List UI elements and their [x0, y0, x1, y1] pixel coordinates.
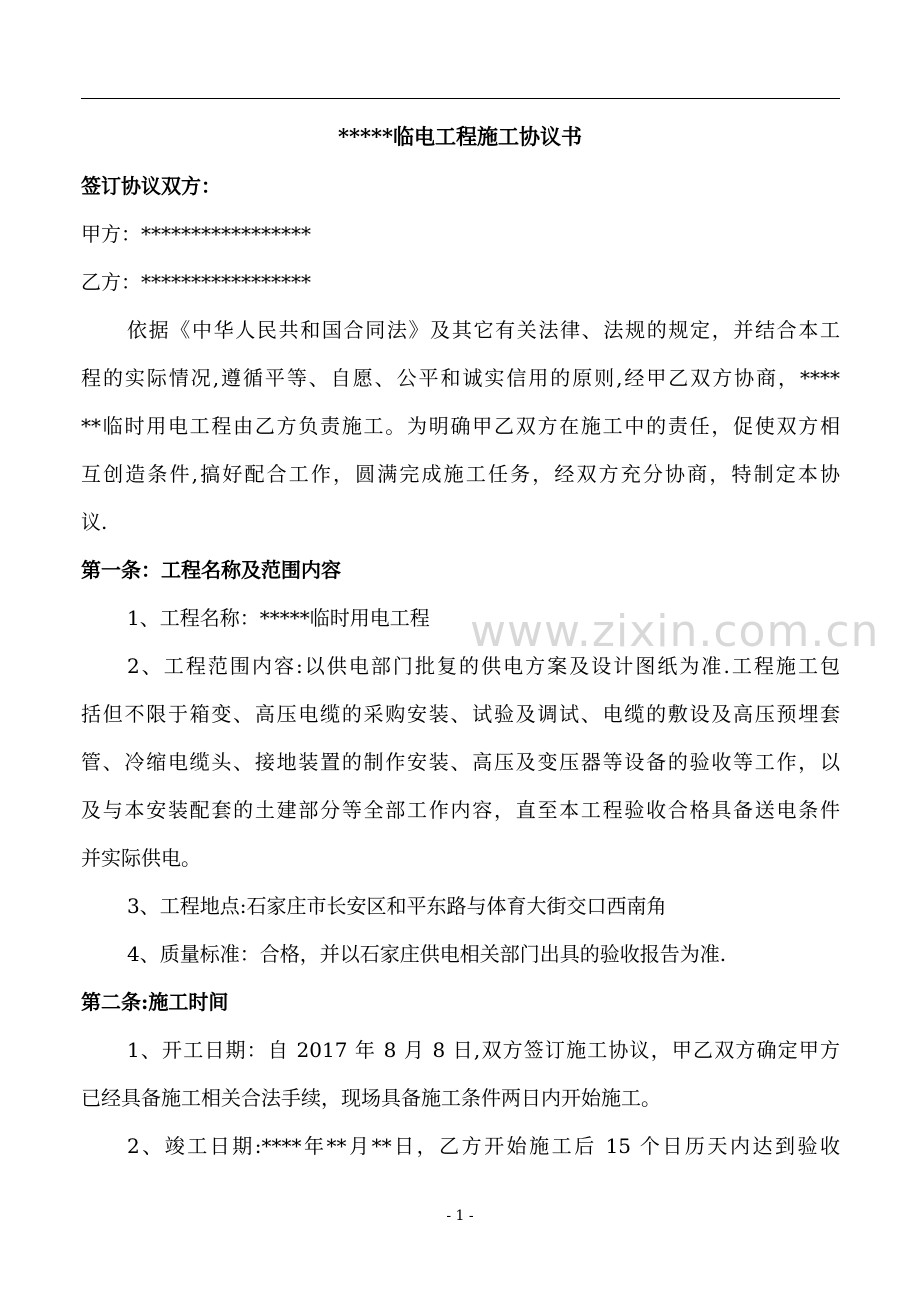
- article1-item2-line: 2、工程范围内容:以供电部门批复的供电方案及设计图纸为准.工程施工包: [127, 654, 840, 678]
- header-rule: [81, 98, 840, 99]
- article1-item2-line: 并实际供电。: [81, 846, 201, 870]
- preamble-line: 议.: [81, 510, 108, 534]
- article1-item2-line: 括但不限于箱变、高压电缆的采购安装、试验及调试、电缆的敷设及高压预埋套: [81, 702, 840, 726]
- article2-item1-line: 已经具备施工相关合法手续，现场具备施工条件两日内开始施工。: [81, 1086, 661, 1110]
- article1-item4: 4、质量标准：合格，并以石家庄供电相关部门出具的验收报告为准.: [127, 942, 727, 966]
- page-number: - 1 -: [446, 1208, 474, 1224]
- article1-item2-line: 管、冷缩电缆头、接地装置的制作安装、高压及变压器等设备的验收等工作，以: [81, 750, 840, 774]
- article2-item1-line: 1、开工日期：自 2017 年 8 月 8 日,双方签订施工协议，甲乙双方确定甲方: [127, 1038, 840, 1062]
- article2-heading: 第二条:施工时间: [81, 990, 229, 1014]
- parties-heading: 签订协议双方：: [81, 174, 221, 198]
- preamble-line: **临时用电工程由乙方负责施工。为明确甲乙双方在施工中的责任，促使双方相: [81, 414, 840, 438]
- preamble-line: 依据《中华人民共和国合同法》及其它有关法律、法规的规定，并结合本工: [127, 318, 840, 342]
- preamble-line: 程的实际情况,遵循平等、自愿、公平和诚实信用的原则,经甲乙双方协商，****: [81, 366, 840, 390]
- party-b: 乙方：*****************: [81, 270, 311, 294]
- preamble-line: 互创造条件,搞好配合工作，圆满完成施工任务，经双方充分协商，特制定本协: [81, 462, 840, 486]
- party-a: 甲方：*****************: [81, 222, 311, 246]
- article1-item1: 1、工程名称：*****临时用电工程: [127, 606, 430, 630]
- article1-item3: 3、工程地点:石家庄市长安区和平东路与体育大街交口西南角: [127, 894, 667, 918]
- article1-item2-line: 及与本安装配套的土建部分等全部工作内容，直至本工程验收合格具备送电条件: [81, 798, 840, 822]
- article2-item2: 2、竣工日期:****年**月**日，乙方开始施工后 15 个日历天内达到验收: [127, 1134, 840, 1158]
- watermark: www.zixin.com.cn: [470, 606, 880, 657]
- article1-heading: 第一条：工程名称及范围内容: [81, 558, 341, 582]
- document-title: *****临电工程施工协议书: [338, 124, 582, 149]
